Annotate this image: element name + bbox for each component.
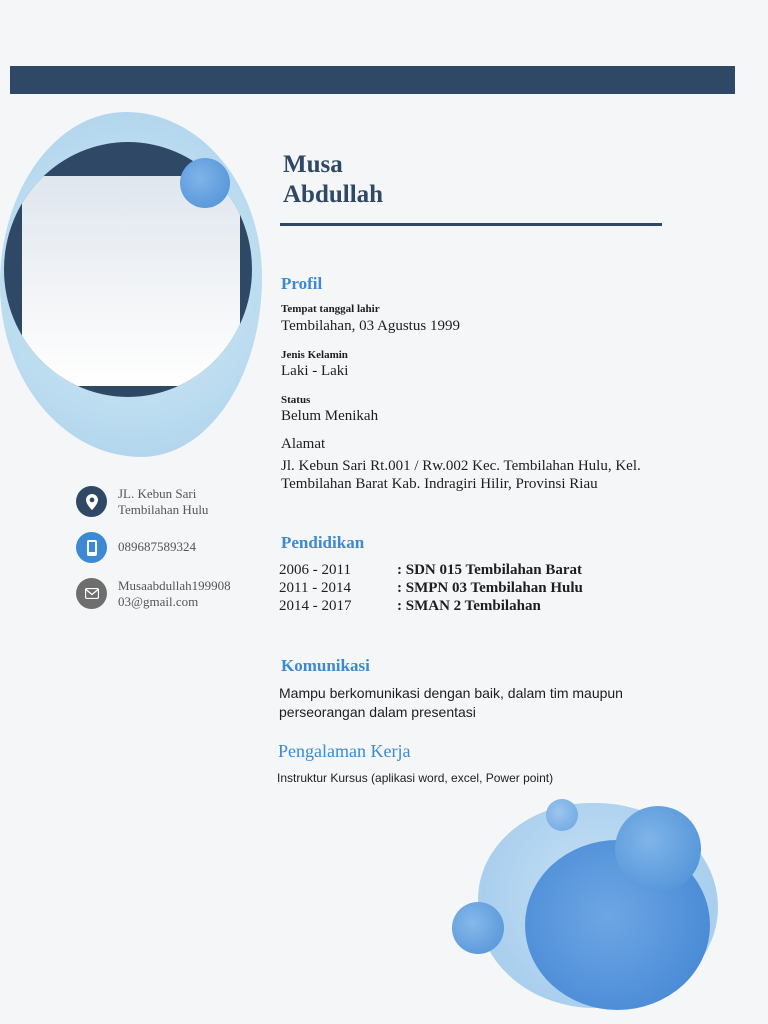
decorative-circle xyxy=(180,158,230,208)
email-icon xyxy=(76,578,107,609)
education-school: : SDN 015 Tembilahan Barat xyxy=(397,562,583,578)
decorative-circle xyxy=(452,902,504,954)
gender-value: Laki - Laki xyxy=(281,363,349,379)
profil-heading: Profil xyxy=(281,274,323,293)
decorative-circle xyxy=(615,806,701,892)
address-label: Alamat xyxy=(281,436,326,452)
address-value: Jl. Kebun Sari Rt.001 / Rw.002 Kec. Tembilahan Hulu, Kel. Tembilahan Barat Kab. Indragiri Hilir, Provinsi Riau xyxy=(281,458,641,492)
birth-label: Tempat tanggal lahir xyxy=(281,303,380,315)
location-pin-icon xyxy=(76,486,107,517)
decorative-circle xyxy=(546,799,578,831)
contact-email xyxy=(76,578,258,610)
gender-label: Jenis Kelamin xyxy=(281,349,348,361)
email-text: Musaabdullah199908 03@gmail.com xyxy=(118,578,231,609)
education-row xyxy=(279,597,583,615)
address-text: JL. Kebun Sari Tembilahan Hulu xyxy=(118,486,209,517)
komunikasi-heading: Komunikasi xyxy=(281,656,370,675)
birth-value: Tembilahan, 03 Agustus 1999 xyxy=(281,318,460,334)
education-school: : SMAN 2 Tembilahan xyxy=(397,598,541,614)
phone-text: 089687589324 xyxy=(118,539,196,554)
education-years: 2014 - 2017 xyxy=(279,598,352,614)
education-school: : SMPN 03 Tembilahan Hulu xyxy=(397,580,583,596)
education-years: 2006 - 2011 xyxy=(279,562,351,578)
phone-icon xyxy=(76,532,107,563)
contact-phone xyxy=(76,532,258,563)
header-bar xyxy=(10,66,735,94)
full-name: Musa Abdullah xyxy=(283,151,384,208)
pengalaman-heading: Pengalaman Kerja xyxy=(278,741,411,761)
status-label: Status xyxy=(281,394,311,406)
education-row xyxy=(279,579,583,597)
education-row xyxy=(279,561,583,579)
status-value: Belum Menikah xyxy=(281,408,379,424)
komunikasi-text: Mampu berkomunikasi dengan baik, dalam tim maupun perseorangan dalam presentasi xyxy=(279,685,623,720)
pengalaman-text: Instruktur Kursus (aplikasi word, excel, Power point) xyxy=(277,771,554,785)
pendidikan-heading: Pendidikan xyxy=(281,533,365,552)
education-years: 2011 - 2014 xyxy=(279,580,351,596)
education-table xyxy=(279,561,583,615)
contact-address xyxy=(76,486,258,518)
name-divider xyxy=(280,223,662,226)
